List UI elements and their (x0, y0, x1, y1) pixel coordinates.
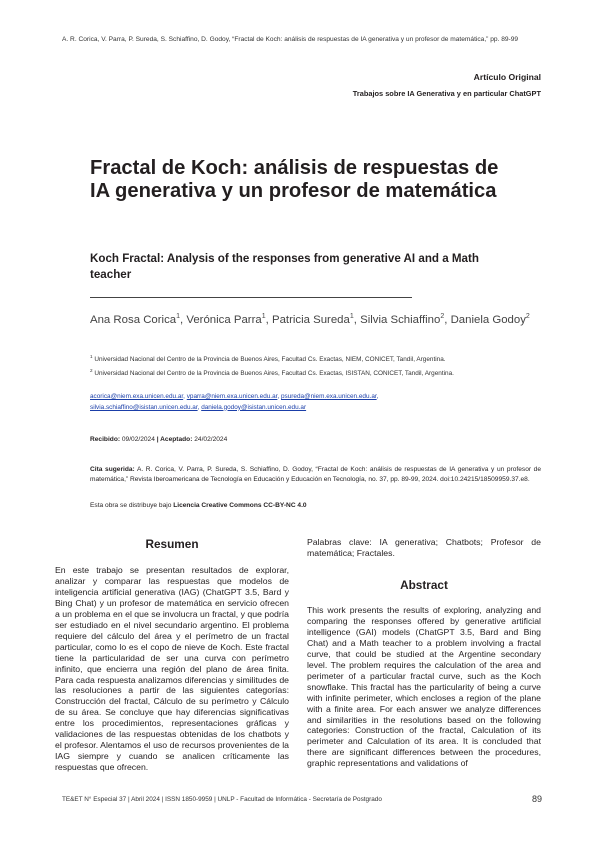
footer-journal-info: TE&ET N° Especial 37 | Abril 2024 | ISSN 1850-9959 | UNLP - Facultad de Informática - Secretaría de Postgrado (62, 796, 382, 803)
email-link[interactable]: daniela.godoy@isistan.unicen.edu.ar (201, 403, 307, 411)
author-list (90, 313, 530, 329)
submission-dates: Recibido: 09/02/2024 | Aceptado: 24/02/2024 (90, 436, 228, 443)
abstract-heading: Abstract (400, 578, 448, 592)
page-number: 89 (531, 794, 542, 804)
resumen-heading: Resumen (145, 537, 199, 551)
author: Silvia Schiaffino$^2$, (360, 313, 451, 326)
email-link[interactable]: vparra@niem.exa.unicen.edu.ar (186, 393, 278, 400)
email-link[interactable]: silvia.schiaffino@isistan.unicen.edu.ar (90, 403, 198, 411)
suggested-citation: Cita sugerida: A. R. Corica, V. Parra, P. Sureda, S. Schiaffino, D. Godoy, “Fractal de Koch: análisis de respuestas de IA generativa y un profesor de matemática,” Revista Iberoamericana de Tecnología en Educación y Educación en Tecnología, no. 37, pp. 89-99, 2024. doi:10.24215/18509959.37.e8. (90, 466, 541, 483)
article-type-label: Artículo Original (473, 72, 541, 82)
license-link[interactable]: Licencia Creative Commons CC-BY-NC 4.0 (173, 502, 307, 509)
email-list: acorica@niem.exa.unicen.edu.ar, vparra@niem.exa.unicen.edu.ar, psureda@niem.exa.unicen.edu.ar, silvia.schiaffino@isistan.unicen.edu.ar, daniela.godoy@isistan.unicen.edu.ar (90, 393, 379, 411)
affiliation-item: $^1$ Universidad Nacional del Centro de la Provincia de Buenos Aires, Facultad Cs. Exactas, NIEM, CONICET, Tandil, Argentina. (90, 354, 446, 364)
author: Patricia Sureda$^1$, (271, 313, 361, 326)
email-link[interactable]: psureda@niem.exa.unicen.edu.ar (280, 393, 377, 400)
keywords: Palabras clave: IA generativa; Chatbots; Profesor de matemática; Fractales. (307, 537, 541, 558)
abstract-paragraph: This work presents the results of exploring, analyzing and comparing the responses offered by generative artificial intelligence (GAI) models (ChatGPT 3.5, Bard and Bing Chat) and a Math teacher to a problem involving a fractal curve, that could be studied at the Argentine secondary level. The problem requires the calculation of the area and perimeter of a particular fractal curve, such as the Koch snowflake. This fractal has the particularity of being a curve with infinite perimeter, which encloses a region of the plane with a finite area. For each answer we analyze differences and similarities in the resolutions based on the following categories: Construction of the fractal, Calculation of its perimeter and Calculation of its area. It is concluded that there are significant differences between the procedures, graphic representations and validations of (307, 605, 541, 769)
paper-title-spanish: Fractal de Koch: análisis de respuestas de IA generativa y un profesor de matemática (90, 157, 499, 202)
resumen-paragraph: En este trabajo se presentan resultados de explorar, analizar y comparar las respuestas que modelos de inteligencia artificial generativa (IAG) (ChatGPT 3.5, Bard y Bing Chat) y un profesor de matemática en servicio ofrecen a un problema en el que se involucra un fractal, y que podría ser estudiado en el nivel secundario argentino. El problema requiere del cálculo del área y el perímetro de un fractal particular, como lo es el copo de nieve de Koch. Este fractal tiene la particularidad de ser una curva con perímetro infinito, que encierra una región del plano de área finita. Para cada respuesta analizamos diferencias y similitudes de las resoluciones a partir de las siguientes categorías: Construcción del fractal, Cálculo de su perímetro y Cálculo de su área. Se concluye que hay diferencias significativas entre los procedimientos, representaciones gráficas y validaciones de las respuestas obtenidas de los chatbots y el profesor. Alentamos el uso de recursos provenientes de la IAG siempre y cuando se analicen críticamente las respuestas que ofrecen. (55, 565, 289, 773)
license-notice: Esta obra se distribuye bajo Licencia Creative Commons CC-BY-NC 4.0 (90, 502, 307, 509)
author: Daniela Godoy$^2$ (450, 313, 530, 326)
affiliation-item: $^2$ Universidad Nacional del Centro de la Provincia de Buenos Aires, Facultad Cs. Exactas, ISISTAN, CONICET, Tandil, Argentina. (90, 368, 454, 378)
email-link[interactable]: acorica@niem.exa.unicen.edu.ar (90, 393, 184, 400)
article-section-label: Trabajos sobre IA Generativa y en particular ChatGPT (352, 89, 541, 98)
author: Ana Rosa Corica$^1$, (90, 313, 187, 326)
title-divider (90, 297, 412, 298)
affiliation-list (90, 351, 530, 379)
running-header: A. R. Corica, V. Parra, P. Sureda, S. Schiaffino, D. Godoy, “Fractal de Koch: análisis de respuestas de IA generativa y un profesor de matemática,” pp. 89-99 (62, 36, 519, 43)
paper-title-english: Koch Fractal: Analysis of the responses from generative AI and a Math teacher (90, 252, 479, 281)
author: Verónica Parra$^1$, (186, 313, 272, 326)
